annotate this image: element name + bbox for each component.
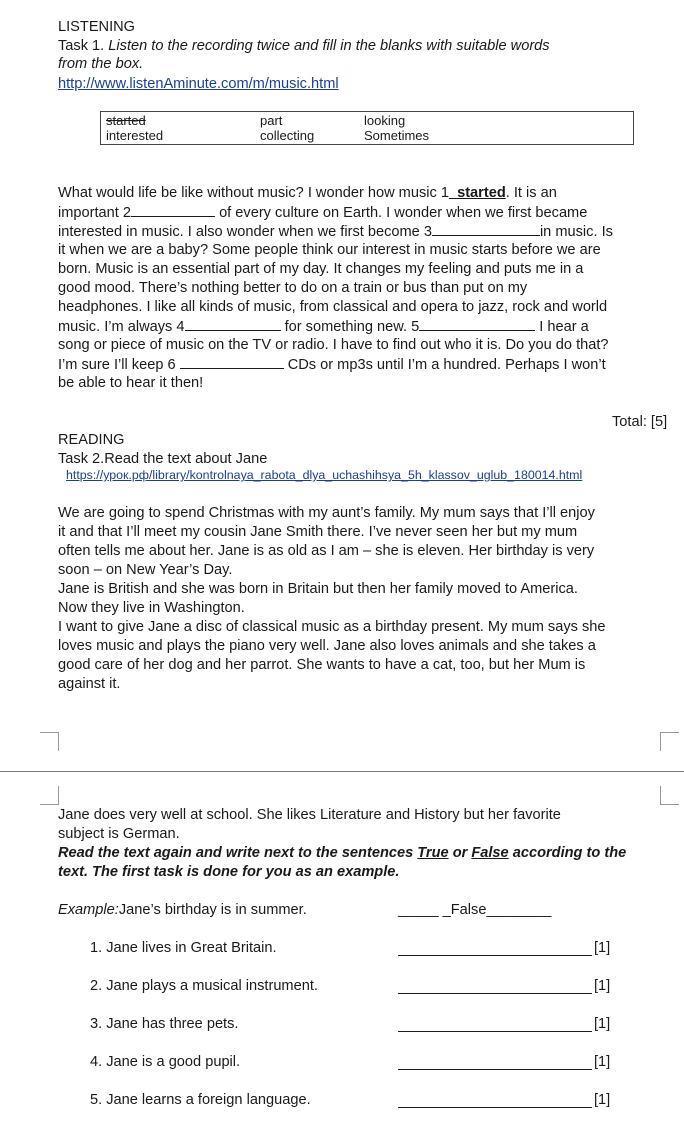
reading-text-line: Jane does very well at school. She likes Literature and History but her favorite	[58, 807, 561, 823]
reading-text	[58, 504, 680, 694]
answer-line-4[interactable]	[398, 1056, 592, 1070]
listening-text-line: important 2 of every culture on Earth. I wonder when we first became	[58, 205, 588, 221]
listening-text-line: headphones. I like all kinds of music, from classical and opera to jazz, rock and world	[58, 299, 608, 315]
listening-heading: LISTENING	[58, 19, 136, 35]
blank-2[interactable]	[131, 203, 215, 217]
task1-instruction-cont: from the box.	[58, 56, 144, 72]
reading-text-line: against it.	[58, 676, 121, 692]
reading-text-line: Now they live in Washington.	[58, 600, 245, 616]
reading-url-link[interactable]: https://урок.рф/library/kontrolnaya_rabota_dlya_uchashihsya_5h_klassov_uglub_180014.html	[66, 468, 583, 482]
page-corner-mark	[660, 786, 679, 805]
reading-text-line: soon – on New Year’s Day.	[58, 562, 233, 578]
answer-line-1[interactable]	[398, 942, 592, 956]
task1-number: Task 1.	[58, 38, 109, 54]
blank-5[interactable]	[419, 317, 535, 331]
answer-line-5[interactable]	[398, 1094, 592, 1108]
reading-text-line: it and that I’ll meet my cousin Jane Smith there. I’ve never seen her but my mum	[58, 524, 578, 540]
word-box-item: part	[260, 113, 283, 128]
reading-text-line: I want to give Jane a disc of classical music as a birthday present. My mum says she	[58, 619, 606, 635]
listening-url-link[interactable]: http://www.listenAminute.com/m/music.html	[58, 76, 339, 92]
answer-line-3[interactable]	[398, 1018, 592, 1032]
listening-text-line: song or piece of music on the TV or radio. I have to find out who it is. Do you do that?	[58, 337, 609, 353]
blank-6[interactable]	[180, 355, 284, 369]
task2-instruction-cont: text. The first task is done for you as an example.	[58, 864, 400, 880]
reading-text-line: We are going to spend Christmas with my aunt’s family. My mum says that I’ll enjoy	[58, 505, 595, 521]
reading-heading: READING	[58, 432, 125, 448]
page-corner-mark	[660, 732, 679, 751]
page-corner-mark	[40, 786, 59, 805]
word-box-item: looking	[364, 113, 406, 128]
listening-text-line: music. I’m always 4 for something new. 5 I hear a	[58, 319, 589, 335]
listening-text-line: I’m sure I’ll keep 6 CDs or mp3s until I’m a hundred. Perhaps I won’t	[58, 357, 606, 373]
word-box-item: started	[106, 113, 146, 128]
statement-4: 4. Jane is a good pupil.	[90, 1054, 241, 1070]
blank-4[interactable]	[185, 317, 281, 331]
mark-3: [1]	[594, 1016, 611, 1032]
statement-5: 5. Jane learns a foreign language.	[90, 1092, 311, 1108]
listening-text	[58, 184, 680, 393]
statement-2: 2. Jane plays a musical instrument.	[90, 978, 318, 994]
listening-text-line: it when we are a baby? Some people think our interest in music starts before we are	[58, 242, 601, 258]
task2-title: Task 2.Read the text about Jane	[58, 451, 268, 467]
page-break-divider	[0, 771, 684, 772]
mark-4: [1]	[594, 1054, 611, 1070]
blank-1-answer: _started	[448, 185, 506, 201]
reading-text-line: subject is German.	[58, 826, 180, 842]
example-answer: _____ _False________	[398, 902, 552, 918]
task2-instruction: Read the text again and write next to the sentences True or False according to the	[58, 845, 627, 861]
task1-instruction: Listen to the recording twice and fill in the blanks with suitable words	[108, 38, 550, 54]
listening-text-line: good mood. There’s nothing better to do on a train or bus than put on my	[58, 280, 528, 296]
word-box-item: interested	[106, 128, 164, 143]
mark-1: [1]	[594, 940, 611, 956]
listening-text-line: interested in music. I also wonder when we first become 3 in music. Is	[58, 224, 613, 240]
statement-3: 3. Jane has three pets.	[90, 1016, 239, 1032]
listening-text-line: be able to hear it then!	[58, 375, 204, 391]
reading-text-cont	[58, 806, 680, 844]
answer-line-2[interactable]	[398, 980, 592, 994]
word-box-item: Sometimes	[364, 128, 430, 143]
task1-title	[58, 37, 550, 56]
reading-text-line: loves music and plays the piano very well. Jane also loves animals and she takes a	[58, 638, 596, 654]
reading-text-line: often tells me about her. Jane is as old as I am – she is eleven. Her birthday is very	[58, 543, 595, 559]
word-box-item: collecting	[260, 128, 315, 143]
reading-text-line: good care of her dog and her parrot. She wants to have a cat, too, but her Mum is	[58, 657, 586, 673]
blank-3[interactable]	[432, 222, 540, 236]
listening-text-line: born. Music is an essential part of my day. It changes my feeling and puts me in a	[58, 261, 584, 277]
example-statement: Example:Jane’s birthday is in summer.	[58, 902, 307, 918]
reading-text-line: Jane is British and she was born in Britain but then her family moved to America.	[58, 581, 578, 597]
page-corner-mark	[40, 732, 59, 751]
listening-text-line: What would life be like without music? I wonder how music 1_started. It is an	[58, 185, 557, 201]
total-score: Total: [5]	[612, 414, 668, 430]
mark-2: [1]	[594, 978, 611, 994]
mark-5: [1]	[594, 1092, 611, 1108]
statement-1: 1. Jane lives in Great Britain.	[90, 940, 277, 956]
